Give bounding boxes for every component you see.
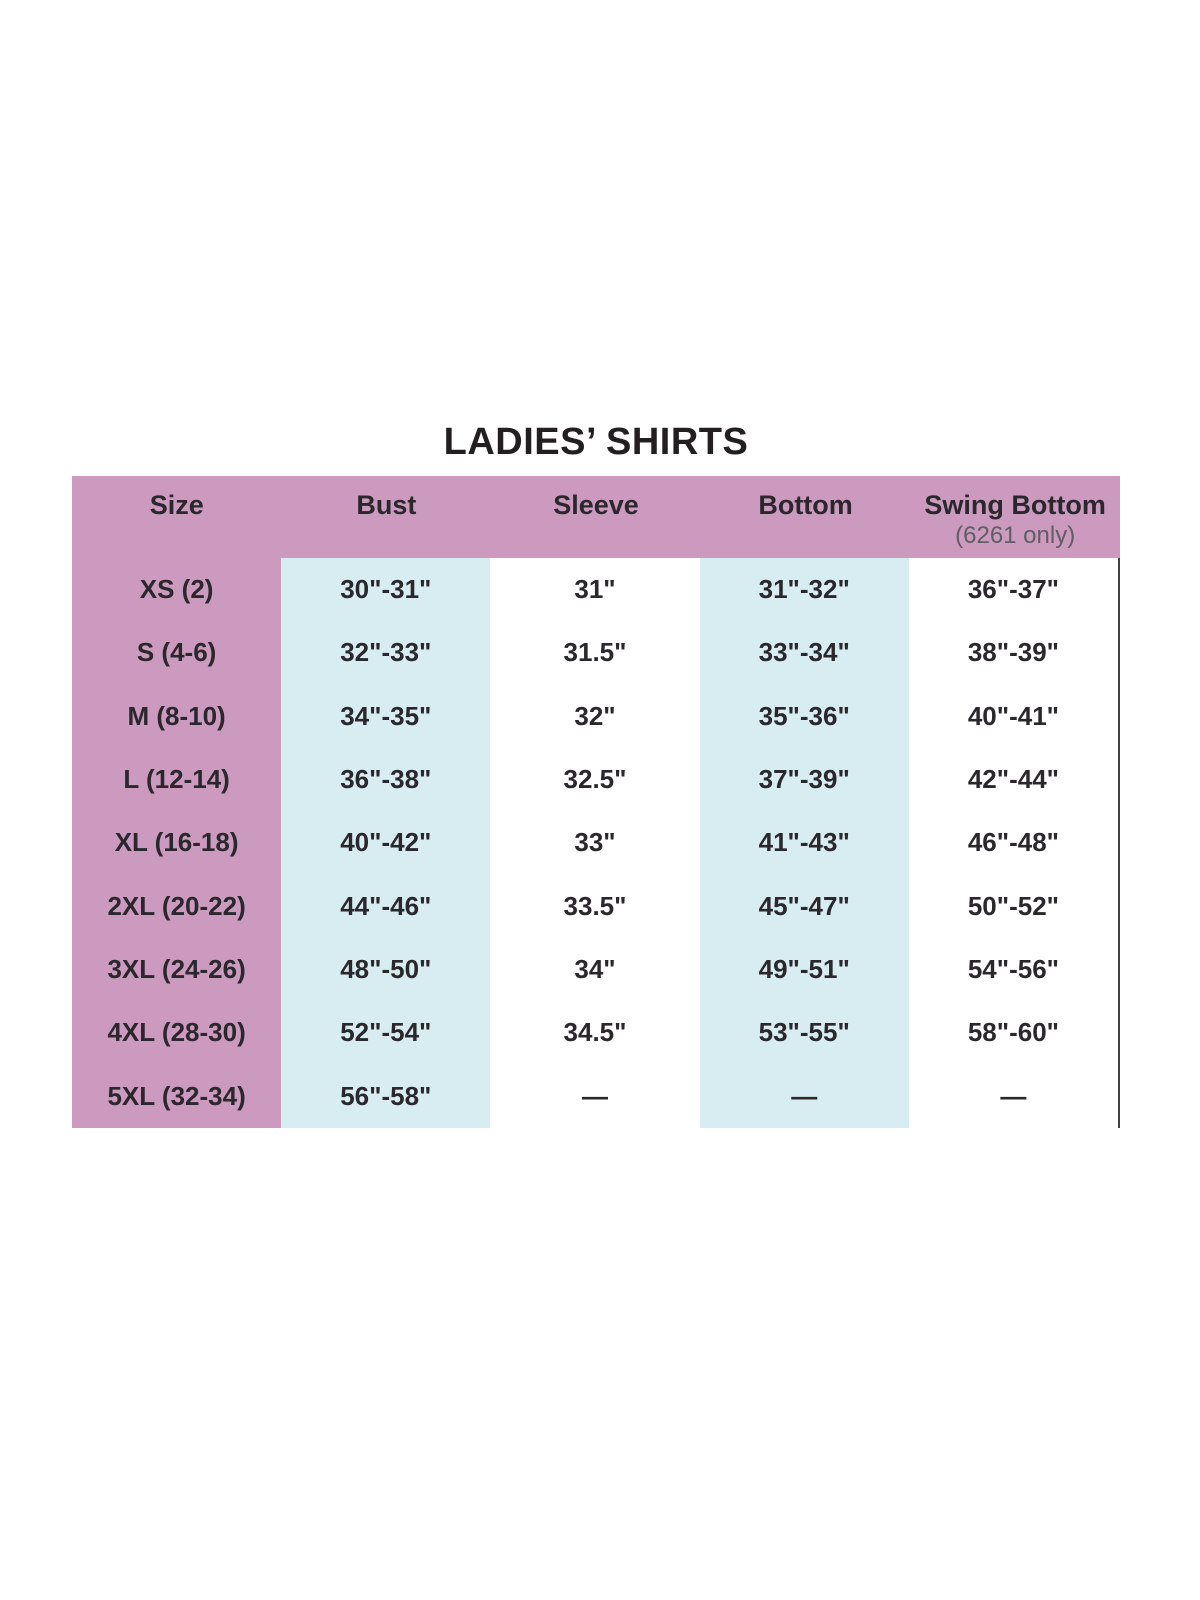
sleeve-cell: 31" [490, 558, 699, 621]
table-row [72, 1001, 1118, 1064]
sleeve-cell: 31.5" [490, 621, 699, 684]
table-row [72, 748, 1118, 811]
sleeve-cell: 34.5" [490, 1001, 699, 1064]
table-body [72, 558, 1120, 1128]
bottom-cell: 45"-47" [700, 875, 909, 938]
size-cell: 3XL (24-26) [72, 938, 281, 1001]
bust-cell: 44"-46" [281, 875, 490, 938]
swing-bottom-cell: — [909, 1065, 1118, 1128]
swing-bottom-cell: 54"-56" [909, 938, 1118, 1001]
bust-cell: 48"-50" [281, 938, 490, 1001]
size-cell: M (8-10) [72, 685, 281, 748]
swing-bottom-cell: 36"-37" [909, 558, 1118, 621]
swing-bottom-cell: 42"-44" [909, 748, 1118, 811]
sleeve-cell: 33.5" [490, 875, 699, 938]
column-header-bottom: Bottom [758, 490, 853, 520]
bottom-cell: 31"-32" [700, 558, 909, 621]
bust-cell: 32"-33" [281, 621, 490, 684]
size-cell: XL (16-18) [72, 811, 281, 874]
table-row [72, 938, 1118, 1001]
size-cell: 2XL (20-22) [72, 875, 281, 938]
table-row [72, 685, 1118, 748]
sleeve-cell: 32" [490, 685, 699, 748]
table-row [72, 1065, 1118, 1128]
swing-bottom-cell: 38"-39" [909, 621, 1118, 684]
swing-bottom-cell: 58"-60" [909, 1001, 1118, 1064]
size-cell: XS (2) [72, 558, 281, 621]
bottom-cell: — [700, 1065, 909, 1128]
bottom-cell: 37"-39" [700, 748, 909, 811]
sleeve-cell: 34" [490, 938, 699, 1001]
bottom-cell: 49"-51" [700, 938, 909, 1001]
sleeve-cell: 33" [490, 811, 699, 874]
column-header-bust: Bust [356, 490, 417, 520]
column-header-sleeve: Sleeve [553, 490, 639, 520]
bust-cell: 34"-35" [281, 685, 490, 748]
column-header-swing-bottom [910, 476, 1120, 558]
bottom-cell: 41"-43" [700, 811, 909, 874]
column-header-size: Size [149, 490, 204, 520]
bottom-cell: 33"-34" [700, 621, 909, 684]
size-chart-table [72, 476, 1120, 1128]
bust-cell: 52"-54" [281, 1001, 490, 1064]
table-row [72, 811, 1118, 874]
swing-bottom-cell: 40"-41" [909, 685, 1118, 748]
size-cell: 5XL (32-34) [72, 1065, 281, 1128]
size-cell: S (4-6) [72, 621, 281, 684]
swing-bottom-cell: 50"-52" [909, 875, 1118, 938]
swing-bottom-note: (6261 only) [955, 522, 1076, 550]
bottom-cell: 35"-36" [700, 685, 909, 748]
swing-bottom-label: Swing Bottom [924, 490, 1106, 520]
table-row [72, 875, 1118, 938]
size-cell: 4XL (28-30) [72, 1001, 281, 1064]
sleeve-cell: — [490, 1065, 699, 1128]
table-header-row [72, 476, 1120, 558]
table-row [72, 621, 1118, 684]
swing-bottom-cell: 46"-48" [909, 811, 1118, 874]
bust-cell: 40"-42" [281, 811, 490, 874]
bottom-cell: 53"-55" [700, 1001, 909, 1064]
size-cell: L (12-14) [72, 748, 281, 811]
sleeve-cell: 32.5" [490, 748, 699, 811]
bust-cell: 30"-31" [281, 558, 490, 621]
bust-cell: 56"-58" [281, 1065, 490, 1128]
page-title: LADIES’ SHIRTS [443, 421, 749, 463]
bust-cell: 36"-38" [281, 748, 490, 811]
table-row [72, 558, 1118, 621]
